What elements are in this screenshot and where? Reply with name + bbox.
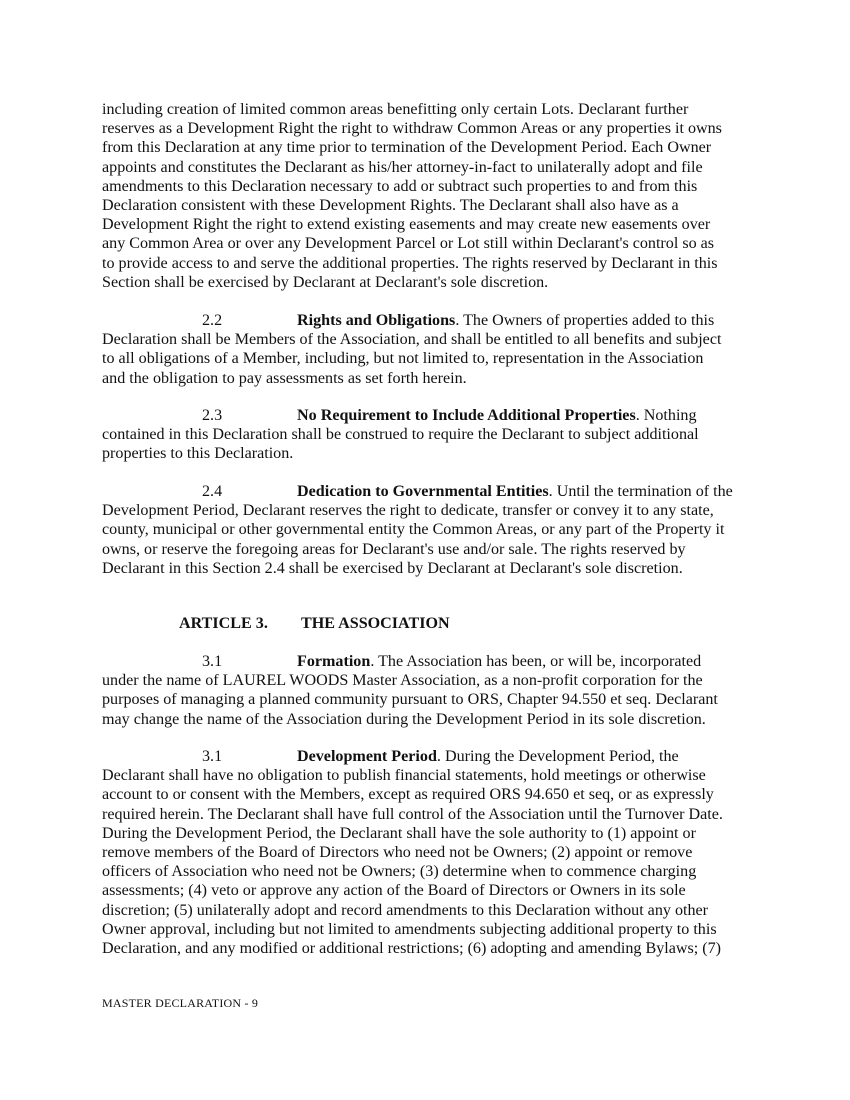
text-line: from this Declaration at any time prior to termination of the Development Period. Each Owner bbox=[102, 139, 712, 157]
section-3-1-development-period bbox=[102, 747, 757, 958]
text-line: officers of Association who need not be Owners; (3) determine when to commence charging bbox=[102, 863, 697, 881]
section-3-1-formation bbox=[102, 652, 757, 729]
section-2-2 bbox=[102, 311, 757, 388]
text-line: appoints and constitutes the Declarant as his/her attorney-in-fact to unilaterally adopt and file bbox=[102, 158, 703, 176]
text-line: Declaration shall be Members of the Association, and shall be entitled to all benefits and subject bbox=[102, 331, 722, 349]
section-first-line-text: . Nothing bbox=[635, 407, 697, 424]
text-line: assessments; (4) veto or approve any action of the Board of Directors or Owners in its sole bbox=[102, 882, 686, 900]
section-heading-line bbox=[102, 482, 757, 501]
section-first-line-text: . The Owners of properties added to this bbox=[455, 312, 715, 329]
section-number: 3.1 bbox=[202, 748, 223, 765]
text-line: Section shall be exercised by Declarant at Declarant's sole discretion. bbox=[102, 273, 549, 291]
section-heading-line bbox=[102, 747, 757, 766]
text-line: remove members of the Board of Directors who need not be Owners; (2) appoint or remove bbox=[102, 844, 693, 862]
text-line: to all obligations of a Member, including, but not limited to, representation in the Association bbox=[102, 350, 704, 368]
text-line: Declaration consistent with these Development Rights. The Declarant shall also have as a bbox=[102, 197, 679, 215]
section-first-line-text: . Until the termination of the bbox=[548, 483, 733, 500]
text-line: account to or consent with the Members, except as required ORS 94.650 et seq, or as expressly bbox=[102, 786, 714, 804]
section-heading-line bbox=[102, 652, 757, 671]
article-title: THE ASSOCIATION bbox=[301, 615, 450, 632]
text-line: county, municipal or other governmental entity the Common Areas, or any part of the Property it bbox=[102, 521, 725, 539]
text-line: under the name of LAUREL WOODS Master Association, as a non-profit corporation for the bbox=[102, 672, 703, 690]
section-number: 3.1 bbox=[202, 653, 223, 670]
text-line: may change the name of the Association during the Development Period in its sole discretion. bbox=[102, 710, 706, 728]
section-heading-line bbox=[102, 311, 757, 330]
section-number: 2.4 bbox=[202, 483, 223, 500]
section-title: Dedication to Governmental Entities bbox=[297, 483, 549, 500]
article-number: ARTICLE 3. bbox=[179, 615, 268, 632]
section-first-line-text: . The Association has been, or will be, incorporated bbox=[370, 653, 702, 670]
text-line: owns, or reserve the foregoing areas for Declarant's use and/or sale. The rights reserved by bbox=[102, 540, 686, 558]
section-heading-line bbox=[102, 406, 757, 425]
text-line: including creation of limited common areas benefitting only certain Lots. Declarant further bbox=[102, 101, 689, 118]
text-line: Owner approval, including but not limited to amendments subjecting additional property to this bbox=[102, 920, 717, 938]
text-line: Declaration, and any modified or additional restrictions; (6) adopting and amending Bylaws; (7) bbox=[102, 940, 721, 958]
section-number: 2.3 bbox=[202, 407, 223, 424]
section-title: Development Period bbox=[297, 748, 437, 765]
text-line: Development Period, Declarant reserves the right to dedicate, transfer or convey it to any state, bbox=[102, 502, 714, 520]
section-number: 2.2 bbox=[202, 312, 223, 329]
text-line: reserves as a Development Right the right to withdraw Common Areas or any properties it owns bbox=[102, 120, 722, 138]
text-line: to provide access to and serve the additional properties. The rights reserved by Declarant in this bbox=[102, 254, 718, 272]
text-line: discretion; (5) unilaterally adopt and record amendments to this Declaration without any other bbox=[102, 901, 709, 919]
text-line: amendments to this Declaration necessary to add or subtract such properties to and from this bbox=[102, 177, 698, 195]
section-first-line-text: . During the Development Period, the bbox=[436, 748, 679, 765]
text-line: Declarant in this Section 2.4 shall be exercised by Declarant at Declarant's sole discretion. bbox=[102, 559, 683, 577]
article-heading bbox=[179, 615, 450, 633]
text-line: contained in this Declaration shall be construed to require the Declarant to subject additional bbox=[102, 426, 699, 444]
text-line: Declarant shall have no obligation to publish financial statements, hold meetings or otherwise bbox=[102, 767, 706, 785]
page-footer: MASTER DECLARATION - 9 bbox=[102, 996, 259, 1010]
paragraph-continuation bbox=[102, 100, 757, 292]
text-line: Development Right the right to extend existing easements and may create new easements over bbox=[102, 216, 711, 234]
text-line: properties to this Declaration. bbox=[102, 445, 294, 463]
section-title: Formation bbox=[297, 653, 371, 670]
section-2-3 bbox=[102, 406, 757, 464]
text-line: required herein. The Declarant shall have full control of the Association until the Turnover Date. bbox=[102, 805, 723, 823]
text-line: any Common Area or over any Development Parcel or Lot still within Declarant's control so as bbox=[102, 235, 715, 253]
text-line: and the obligation to pay assessments as set forth herein. bbox=[102, 369, 467, 387]
section-2-4 bbox=[102, 482, 757, 578]
section-title: No Requirement to Include Additional Properties bbox=[297, 407, 636, 424]
text-line: During the Development Period, the Declarant shall have the sole authority to (1) appoint or bbox=[102, 824, 696, 842]
text-line: purposes of managing a planned community pursuant to ORS, Chapter 94.550 et seq. Declarant bbox=[102, 691, 718, 709]
section-title: Rights and Obligations bbox=[297, 312, 456, 329]
